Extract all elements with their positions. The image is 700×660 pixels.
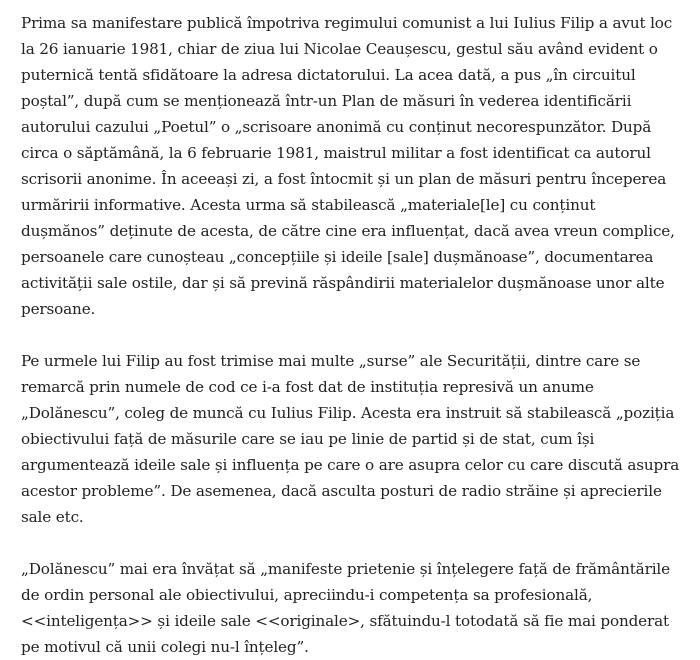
paragraph-1: Prima sa manifestare publică împotriva regimului comunist a lui Iulius Filip a avut loc la 26 ianuarie 1981, chiar de ziua lui Nicolae Ceaușescu, gestul său având evident o puternică tentă sfidătoare la adresa dictatorului. La acea dată, a pus „în circuitul poștal”, după cum se menționează într-un Plan de măsuri în vederea identificării autorului cazului „Poetul” o „scrisoare anonimă cu conținut necorespunzător. După circa o săptămână, la 6 februarie 1981, maistrul militar a fost identificat ca autorul scrisorii anonime. În aceeași zi, a fost întocmit și un plan de măsuri pentru începerea urmăririi informative. Acesta urma să stabilească „materiale[le] cu conținut dușmănos” deținute de acesta, de către cine era influențat, dacă avea vreun complice, persoanele care cunoșteau „concepțiile și ideile [sale] dușmănoase”, documentarea activității sale ostile, dar și să prevină răspândirii materialelor dușmănoase unor alte persoane.: [21, 14, 675, 318]
paragraph-2: Pe urmele lui Filip au fost trimise mai multe „surse” ale Securității, dintre care se remarcă prin numele de cod ce i-a fost dat de instituția represivă un anume „Dolănescu”, coleg de muncă cu Iulius Filip. Acesta era instruit să stabilească „poziția obiectivului față de măsurile care se iau pe linie de partid și de stat, cum își argumentează ideile sale și influența pe care o are asupra celor cu care discută asupra acestor probleme”. De asemenea, dacă asculta posturi de radio străine și aprecierile sale etc.: [21, 352, 680, 526]
paragraph-3: „Dolănescu” mai era învățat să „manifeste prietenie și înțelegere față de frământările de ordin personal ale obiectivului, apreciindu-i competența sa profesională, <<inteligența>> și ideile sale <<originale>, sfătuindu-l totodată să fie mai ponderat pe motivul că unii colegi nu-l înțeleg”.: [21, 560, 670, 656]
